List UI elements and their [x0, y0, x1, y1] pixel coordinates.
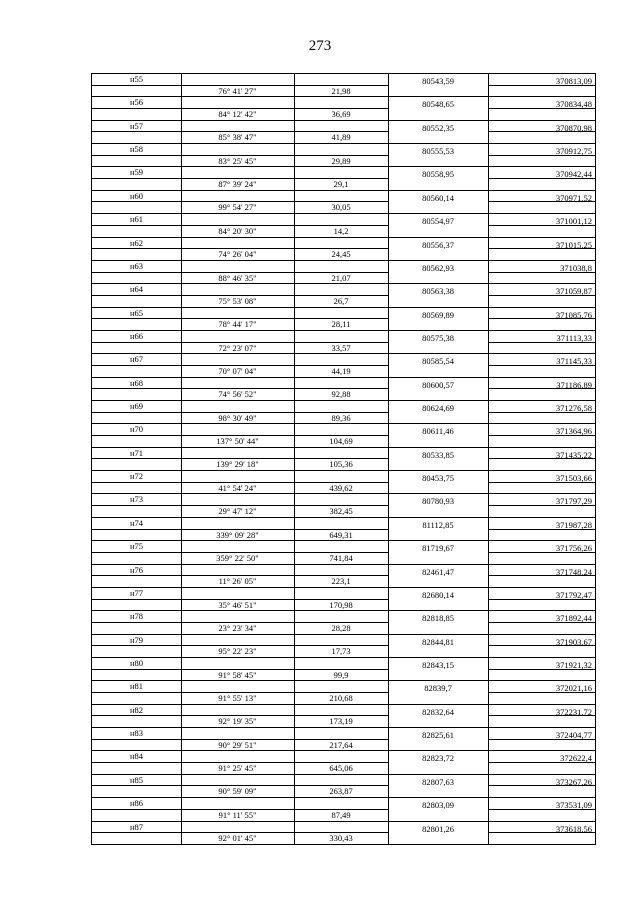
- point-name: н55: [129, 74, 144, 84]
- row-divider: [181, 342, 388, 343]
- row-divider: [92, 622, 181, 623]
- point-x: 82803,09: [422, 800, 454, 811]
- point-name: н87: [129, 821, 144, 832]
- row-divider: [181, 85, 388, 86]
- point-x: 80555,53: [422, 146, 454, 157]
- segment-angle: 84° 12' 42": [218, 109, 257, 120]
- segment-distance: 28,11: [331, 319, 351, 330]
- row-divider: [181, 715, 388, 716]
- row-divider: [92, 131, 181, 132]
- point-y: 370971,52: [555, 192, 592, 203]
- point-y: 370834,48: [555, 99, 592, 110]
- segment-distance: 21,98: [331, 85, 351, 96]
- segment-distance: 92,88: [331, 389, 351, 400]
- row-divider: [92, 342, 181, 343]
- point-y: 371186,89: [556, 379, 592, 390]
- segment-angle: 75° 53' 08": [218, 295, 257, 306]
- segment-distance: 649,31: [329, 529, 353, 540]
- point-y: 373531,09: [555, 800, 592, 811]
- point-y: 371797,29: [555, 496, 592, 507]
- segment-angle: 83° 25' 45": [218, 155, 257, 166]
- segment-angle: 92° 01' 45": [218, 833, 257, 844]
- row-divider: [92, 260, 595, 261]
- segment-distance: 29,1: [333, 179, 349, 190]
- row-divider: [92, 750, 595, 751]
- row-divider: [181, 575, 388, 576]
- point-name: н64: [129, 284, 144, 295]
- segment-angle: 72° 23' 07": [218, 342, 257, 353]
- point-name: н80: [129, 658, 144, 668]
- point-y: 371059,87: [555, 286, 592, 297]
- row-divider: [92, 552, 181, 553]
- segment-distance: 99,9: [333, 669, 349, 680]
- point-x: 80611,46: [422, 426, 454, 437]
- segment-angle: 98° 30' 49": [218, 412, 257, 423]
- segment-distance: 330,43: [329, 833, 353, 844]
- segment-distance: 30,05: [331, 202, 351, 213]
- row-divider: [181, 108, 388, 109]
- point-x: 82461,47: [422, 566, 454, 577]
- row-divider: [181, 318, 388, 319]
- point-name: н59: [129, 167, 144, 178]
- point-name: н72: [129, 471, 144, 482]
- point-x: 81719,67: [422, 543, 454, 554]
- row-divider: [92, 213, 595, 214]
- point-x: 80562,93: [422, 262, 454, 273]
- row-divider: [181, 505, 388, 506]
- point-x: 80600,57: [422, 379, 454, 390]
- row-divider: [92, 739, 181, 740]
- row-divider: [92, 155, 181, 156]
- row-divider: [92, 832, 181, 833]
- row-divider: [92, 435, 181, 436]
- point-x: 82843,15: [422, 660, 454, 670]
- row-divider: [181, 435, 388, 436]
- row-divider: [181, 248, 388, 249]
- point-x: 80575,38: [422, 332, 454, 343]
- point-y: 371113,33: [556, 332, 592, 343]
- row-divider: [181, 622, 388, 623]
- point-x: 80560,14: [422, 192, 454, 203]
- point-y: 370912,75: [555, 146, 592, 157]
- point-x: 82823,72: [422, 753, 454, 764]
- segment-angle: 90° 29' 51": [218, 739, 257, 750]
- segment-distance: 173,19: [329, 716, 353, 727]
- row-divider: [181, 388, 388, 389]
- point-y: 371921,32: [555, 660, 592, 670]
- point-name: н65: [129, 307, 144, 318]
- point-y: 370942,44: [555, 169, 592, 180]
- point-x: 80585,54: [422, 356, 454, 367]
- row-divider: [92, 272, 181, 273]
- row-divider: [181, 131, 388, 132]
- segment-angle: 29° 47' 12": [218, 506, 257, 517]
- segment-distance: 36,69: [331, 109, 351, 120]
- point-y: 371015,25: [555, 239, 592, 250]
- row-divider: [92, 704, 595, 705]
- row-divider: [92, 400, 595, 401]
- coordinates-table: [91, 73, 596, 845]
- point-y: 372021,16: [555, 683, 592, 694]
- point-name: н62: [129, 237, 144, 248]
- segment-distance: 29,89: [331, 155, 351, 166]
- point-x: 81112,85: [422, 519, 454, 530]
- point-name: н61: [129, 214, 144, 225]
- row-divider: [92, 295, 181, 296]
- segment-angle: 70° 07' 04": [218, 366, 257, 376]
- row-divider: [92, 377, 595, 378]
- row-divider: [92, 423, 595, 424]
- point-name: н71: [129, 447, 144, 458]
- row-divider: [181, 201, 388, 202]
- row-divider: [181, 295, 388, 296]
- point-name: н83: [129, 728, 144, 739]
- row-divider: [92, 821, 595, 822]
- row-divider: [181, 529, 388, 530]
- point-name: н76: [129, 564, 144, 575]
- point-x: 80548,65: [422, 99, 454, 110]
- segment-distance: 439,62: [329, 482, 353, 493]
- segment-angle: 92° 19' 35": [218, 716, 257, 727]
- segment-angle: 91° 11' 55": [218, 809, 257, 820]
- page-number: 273: [308, 38, 332, 54]
- segment-distance: 17,73: [331, 646, 351, 657]
- point-name: н68: [129, 377, 144, 388]
- segment-angle: 78° 44' 17": [218, 319, 257, 330]
- segment-distance: 24,45: [331, 249, 351, 260]
- point-name: н60: [129, 190, 144, 201]
- row-divider: [92, 692, 181, 693]
- segment-angle: 91° 58' 45": [218, 669, 257, 680]
- point-y: 371001,12: [555, 216, 592, 227]
- point-name: н69: [129, 401, 144, 412]
- point-name: н67: [129, 354, 144, 365]
- row-divider: [92, 575, 181, 576]
- point-y: 373618,56: [555, 823, 592, 834]
- row-divider: [92, 85, 181, 86]
- segment-angle: 90° 59' 09": [218, 786, 257, 797]
- row-divider: [181, 272, 388, 273]
- segment-distance: 382,45: [329, 506, 353, 517]
- point-x: 82839,7: [424, 683, 452, 694]
- point-y: 371903,67: [555, 636, 592, 647]
- point-x: 80543,59: [422, 76, 454, 86]
- row-divider: [92, 715, 181, 716]
- row-divider: [92, 517, 595, 518]
- point-y: 370870,98: [555, 122, 592, 133]
- point-y: 371987,28: [555, 519, 592, 530]
- segment-distance: 89,36: [331, 412, 351, 423]
- row-divider: [92, 505, 181, 506]
- segment-distance: 223,1: [331, 576, 351, 587]
- point-name: н66: [129, 330, 144, 341]
- row-divider: [92, 353, 595, 354]
- row-divider: [92, 680, 595, 681]
- segment-distance: 87,49: [331, 809, 351, 820]
- row-divider: [92, 388, 181, 389]
- segment-angle: 23° 23' 34": [218, 622, 257, 633]
- point-name: н82: [129, 704, 144, 715]
- point-name: н78: [129, 611, 144, 622]
- row-divider: [92, 318, 181, 319]
- row-divider: [92, 540, 595, 541]
- row-divider: [92, 564, 595, 565]
- row-divider: [92, 201, 181, 202]
- row-divider: [181, 155, 388, 156]
- row-divider: [181, 482, 388, 483]
- segment-distance: 33,57: [331, 342, 351, 353]
- segment-distance: 14,2: [333, 225, 349, 236]
- segment-angle: 88° 46' 35": [218, 272, 257, 283]
- row-divider: [92, 225, 181, 226]
- row-divider: [92, 283, 595, 284]
- row-divider: [181, 669, 388, 670]
- segment-angle: 84° 20' 30": [218, 225, 257, 236]
- row-divider: [181, 785, 388, 786]
- point-name: н79: [129, 634, 144, 645]
- row-divider: [181, 762, 388, 763]
- point-y: 372404,77: [555, 730, 592, 741]
- row-divider: [181, 178, 388, 179]
- point-y: 371038,8: [560, 262, 592, 273]
- segment-distance: 105,36: [329, 459, 353, 470]
- segment-distance: 741,84: [329, 552, 353, 563]
- row-divider: [92, 178, 181, 179]
- point-x: 80533,85: [422, 449, 454, 460]
- point-x: 80554,97: [422, 216, 454, 227]
- row-divider: [92, 96, 595, 97]
- row-divider: [181, 832, 388, 833]
- segment-distance: 41,89: [331, 132, 351, 143]
- segment-angle: 76° 41' 27": [218, 85, 257, 96]
- row-divider: [92, 669, 181, 670]
- row-divider: [181, 412, 388, 413]
- point-y: 372622,4: [560, 753, 592, 764]
- point-x: 82818,85: [422, 613, 454, 624]
- point-name: н74: [129, 517, 144, 528]
- point-y: 372231,72: [555, 706, 592, 717]
- segment-distance: 28,28: [331, 622, 351, 633]
- row-divider: [92, 447, 595, 448]
- point-y: 371276,58: [555, 403, 592, 414]
- point-x: 82807,63: [422, 776, 454, 787]
- row-divider: [92, 634, 595, 635]
- point-name: н70: [129, 424, 144, 435]
- segment-distance: 210,68: [329, 693, 353, 704]
- point-x: 82801,26: [422, 823, 454, 834]
- row-divider: [181, 739, 388, 740]
- point-name: н85: [129, 774, 144, 785]
- row-divider: [92, 470, 595, 471]
- row-divider: [92, 610, 595, 611]
- row-divider: [92, 587, 595, 588]
- row-divider: [92, 645, 181, 646]
- point-x: 80558,95: [422, 169, 454, 180]
- point-x: 82680,14: [422, 589, 454, 600]
- point-name: н57: [129, 120, 144, 131]
- segment-angle: 74° 56' 52": [218, 389, 257, 400]
- row-divider: [92, 166, 595, 167]
- segment-angle: 41° 54' 24": [218, 482, 257, 493]
- segment-angle: 91° 25' 45": [218, 763, 257, 774]
- point-x: 82844,81: [422, 636, 454, 647]
- segment-angle: 359° 22' 50": [216, 552, 259, 563]
- point-y: 371892,44: [555, 613, 592, 624]
- segment-angle: 74° 26' 04": [218, 249, 257, 260]
- point-y: 371792,47: [555, 589, 592, 600]
- point-name: н81: [129, 681, 144, 692]
- point-y: 371364,96: [555, 426, 592, 437]
- row-divider: [92, 797, 595, 798]
- segment-distance: 104,69: [329, 436, 353, 447]
- row-divider: [181, 552, 388, 553]
- row-divider: [181, 458, 388, 459]
- row-divider: [92, 365, 181, 366]
- point-name: н75: [129, 541, 144, 552]
- row-divider: [92, 529, 181, 530]
- row-divider: [92, 412, 181, 413]
- segment-angle: 91° 55' 13": [218, 693, 257, 704]
- point-name: н73: [129, 494, 144, 505]
- point-x: 80624,69: [422, 403, 454, 414]
- row-divider: [181, 365, 388, 366]
- point-name: н56: [129, 97, 144, 108]
- row-divider: [92, 248, 181, 249]
- point-y: 371085,76: [555, 309, 592, 320]
- segment-angle: 87° 39' 24": [218, 179, 257, 190]
- segment-angle: 85° 38' 47": [218, 132, 257, 143]
- point-x: 80453,75: [422, 473, 454, 484]
- segment-distance: 217,64: [329, 739, 353, 750]
- segment-distance: 21,07: [331, 272, 351, 283]
- row-divider: [92, 143, 595, 144]
- row-divider: [92, 762, 181, 763]
- segment-angle: 137° 50' 44": [216, 436, 259, 447]
- point-name: н84: [129, 751, 144, 762]
- segment-angle: 139° 29' 18": [216, 459, 259, 470]
- point-x: 82832,64: [422, 706, 454, 717]
- point-y: 371503,66: [555, 473, 592, 484]
- segment-distance: 44,19: [331, 366, 351, 376]
- row-divider: [92, 120, 595, 121]
- point-x: 82825,61: [422, 730, 454, 741]
- segment-distance: 26,7: [333, 295, 349, 306]
- row-divider: [92, 493, 595, 494]
- point-name: н63: [129, 260, 144, 271]
- segment-angle: 95° 22' 23": [218, 646, 257, 657]
- segment-angle: 11° 26' 05": [218, 576, 257, 587]
- point-name: н77: [129, 587, 144, 598]
- point-y: 370813,09: [555, 76, 592, 86]
- row-divider: [92, 785, 181, 786]
- point-y: 373267,26: [555, 776, 592, 787]
- segment-angle: 35° 46' 51": [218, 599, 257, 610]
- point-y: 371435,22: [555, 449, 592, 460]
- row-divider: [92, 190, 595, 191]
- row-divider: [181, 599, 388, 600]
- segment-distance: 645,06: [329, 763, 353, 774]
- point-x: 80556,37: [422, 239, 454, 250]
- row-divider: [92, 482, 181, 483]
- row-divider: [92, 458, 181, 459]
- point-name: н58: [129, 144, 144, 155]
- row-divider: [92, 599, 181, 600]
- row-divider: [92, 307, 595, 308]
- point-x: 80552,35: [422, 122, 454, 133]
- row-divider: [181, 692, 388, 693]
- row-divider: [92, 774, 595, 775]
- row-divider: [92, 330, 595, 331]
- segment-distance: 170,98: [329, 599, 353, 610]
- row-divider: [181, 225, 388, 226]
- row-divider: [92, 108, 181, 109]
- row-divider: [92, 237, 595, 238]
- row-divider: [92, 727, 595, 728]
- row-divider: [92, 73, 595, 74]
- point-y: 371756,26: [555, 543, 592, 554]
- point-x: 80569,89: [422, 309, 454, 320]
- point-y: 371145,33: [556, 356, 592, 367]
- segment-distance: 263,87: [329, 786, 353, 797]
- point-name: н86: [129, 798, 144, 809]
- row-divider: [181, 809, 388, 810]
- point-x: 80780,93: [422, 496, 454, 507]
- point-x: 80563,38: [422, 286, 454, 297]
- row-divider: [181, 645, 388, 646]
- point-y: 371748,24: [555, 566, 592, 577]
- segment-angle: 339° 09' 28": [216, 529, 259, 540]
- row-divider: [92, 809, 181, 810]
- segment-angle: 99° 54' 27": [218, 202, 257, 213]
- row-divider: [92, 657, 595, 658]
